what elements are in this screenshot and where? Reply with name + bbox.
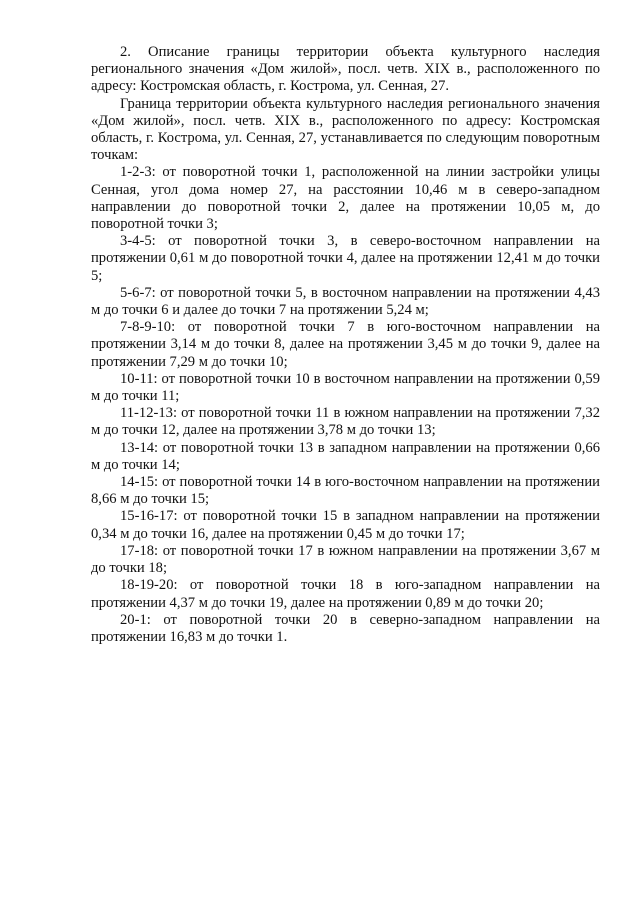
boundary-segment-7-8-9-10: 7-8-9-10: от поворотной точки 7 в юго-восточном направлении на протяжении 3,14 м до точки 8, далее на протяжении 3,45 м до точки 9, далее на протяжении 7,29 м до точки 10; xyxy=(91,319,600,370)
boundary-segment-14-15: 14-15: от поворотной точки 14 в юго-восточном направлении на протяжении 8,66 м до точки 15; xyxy=(91,474,600,508)
boundary-segment-11-12-13: 11-12-13: от поворотной точки 11 в южном направлении на протяжении 7,32 м до точки 12, далее на протяжении 3,78 м до точки 13; xyxy=(91,405,600,439)
boundary-segment-20-1: 20-1: от поворотной точки 20 в северно-западном направлении на протяжении 16,83 м до точки 1. xyxy=(91,611,600,645)
document-body xyxy=(91,44,600,646)
boundary-segment-13-14: 13-14: от поворотной точки 13 в западном направлении на протяжении 0,66 м до точки 14; xyxy=(91,439,600,473)
boundary-segment-17-18: 17-18: от поворотной точки 17 в южном направлении на протяжении 3,67 м до точки 18; xyxy=(91,542,600,577)
section-heading-paragraph: 2. Описание границы территории объекта культурного наследия регионального значения «Дом жилой», посл. четв. XIX в., расположенного по адресу: Костромская область, г. Кострома, ул. Сенная, 27. xyxy=(91,44,600,95)
boundary-segment-10-11: 10-11: от поворотной точки 10 в восточном направлении на протяжении 0,59 м до точки 11; xyxy=(91,370,600,405)
boundary-segment-18-19-20: 18-19-20: от поворотной точки 18 в юго-западном направлении на протяжении 4,37 м до точки 19, далее на протяжении 0,89 м до точки 20; xyxy=(91,577,600,611)
boundary-segment-3-4-5: 3-4-5: от поворотной точки 3, в северо-восточном направлении на протяжении 0,61 м до поворотной точки 4, далее на протяжении 12,41 м до точки 5; xyxy=(91,233,600,284)
boundary-segment-15-16-17: 15-16-17: от поворотной точки 15 в западном направлении на протяжении 0,34 м до точки 16, далее на протяжении 0,45 м до точки 17; xyxy=(91,508,600,542)
boundary-intro-paragraph: Граница территории объекта культурного наследия регионального значения «Дом жилой», посл. четв. XIX в., расположенного по адресу: Костромская область, г. Кострома, ул. Сенная, 27, устанавливается по следующим поворотным точкам: xyxy=(91,95,600,164)
boundary-segment-1-2-3: 1-2-3: от поворотной точки 1, расположенной на линии застройки улицы Сенная, угол дома номер 27, на расстоянии 10,46 м в северо-западном направлении до поворотной точки 2, далее на протяжении 10,05 м, до поворотной точки 3; xyxy=(91,164,600,233)
boundary-segment-5-6-7: 5-6-7: от поворотной точки 5, в восточном направлении на протяжении 4,43 м до точки 6 и далее до точки 7 на протяжении 5,24 м; xyxy=(91,284,600,319)
